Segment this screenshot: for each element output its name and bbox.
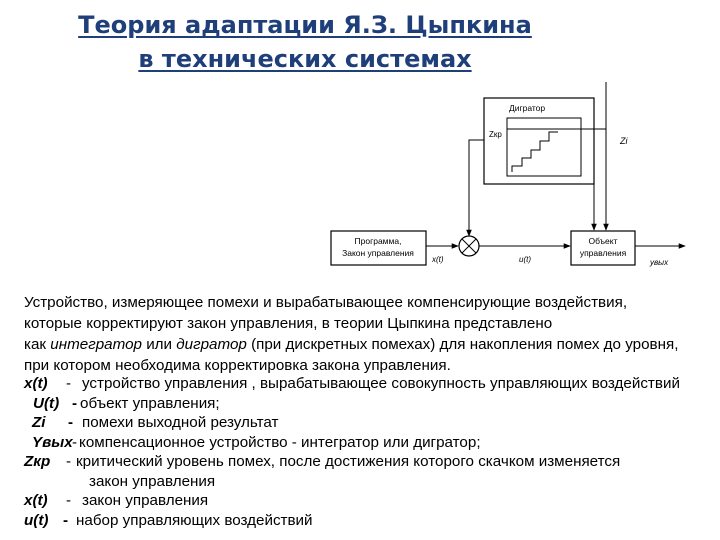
xt-label: x(t) <box>432 255 444 264</box>
definition-symbol: U(t) <box>33 394 60 412</box>
definition-symbol: x(t) <box>24 375 48 392</box>
definition-row <box>24 413 714 433</box>
definition-text: закон управления <box>82 492 209 509</box>
definition-symbol: Yвых <box>32 433 73 451</box>
definition-text: закон управления <box>89 472 216 490</box>
definition-dash: - <box>68 414 74 431</box>
description-line-3: как интегратор или дигратор (при дискретных помехах) для накопления помех до уровня, <box>24 336 679 353</box>
digrator-label: Дигратор <box>509 103 546 113</box>
definition-dash: - <box>72 394 78 412</box>
definition-symbol: Zi <box>32 414 46 431</box>
title-line-1: Теория адаптации Я.З. Цыпкина <box>78 11 532 39</box>
program-label-1: Программа, <box>354 236 402 246</box>
yout-label: yвых <box>650 258 669 267</box>
description <box>24 292 714 376</box>
digrator-inner-box <box>507 118 581 176</box>
definitions-list <box>24 374 714 530</box>
definition-dash: - <box>66 375 72 392</box>
definition-row <box>24 394 714 414</box>
definition-dash: - <box>66 492 72 509</box>
zkp-label: Zкр <box>489 130 502 139</box>
title-line-2: в технических системах <box>138 45 472 73</box>
object-label-2: управления <box>579 248 627 258</box>
definition-dash: - <box>66 453 72 470</box>
definition-row <box>24 472 714 492</box>
definition-text: объект управления; <box>80 394 220 412</box>
description-line-4: при котором необходима корректировка закона управления. <box>24 357 451 374</box>
definition-symbol: Zкр <box>24 453 51 470</box>
definition-text: устройство управления , вырабатывающее совокупность управляющих воздействий <box>82 375 680 392</box>
definition-text: критический уровень помех, после достижения которого скачком изменяется <box>76 453 621 470</box>
definition-row <box>24 491 714 511</box>
definition-symbol: x(t) <box>24 492 48 509</box>
definition-row <box>24 452 714 472</box>
definition-text: компенсационное устройство - интегратор или дигратор; <box>79 433 481 451</box>
description-line-1: Устройство, измеряющее помехи и вырабатывающее компенсирующие воздействия, <box>24 294 628 311</box>
definition-dash: - <box>72 433 78 451</box>
definition-dash: - <box>63 511 69 529</box>
digrator-to-junction-arrow <box>469 140 484 236</box>
definition-row <box>24 374 714 394</box>
definition-symbol: u(t) <box>24 511 49 529</box>
definition-text: набор управляющих воздействий <box>76 511 313 529</box>
zi-label: Zi <box>620 136 628 146</box>
program-label-2: Закон управления <box>342 248 414 258</box>
definition-text: помехи выходной результат <box>82 414 279 431</box>
description-line-2: которые корректируют закон управления, в теории Цыпкина представлено <box>24 315 553 332</box>
ut-label: u(t) <box>519 255 531 264</box>
definition-row <box>24 433 714 453</box>
object-label-1: Объект <box>588 236 618 246</box>
definition-row <box>24 511 714 531</box>
